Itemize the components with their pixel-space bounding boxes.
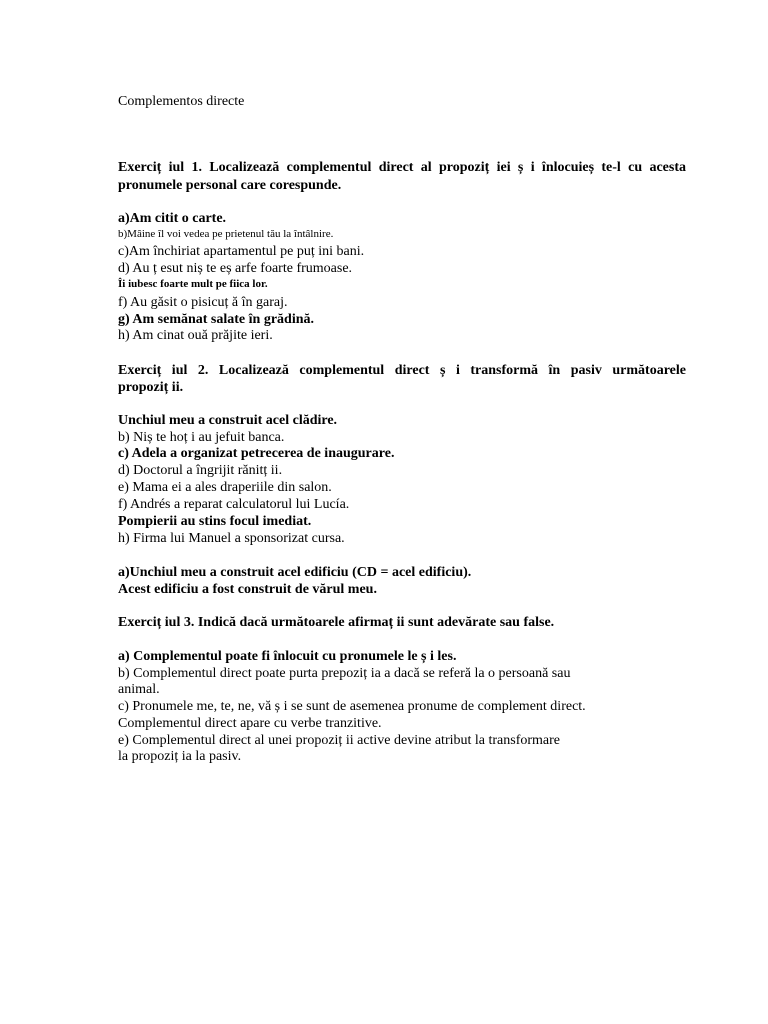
exercise-2-answer-cont: Acest edificiu a fost construit de vărul meu. — [118, 582, 377, 597]
exercise-2-heading: Exerciț iul 2. Localizează complementul direct ș i transformă în pasiv următoarele — [118, 363, 686, 378]
exercise-1-item-e: Îi iubesc foarte mult pe fiica lor. — [118, 278, 268, 290]
exercise-1-item-c: c)Am închiriat apartamentul pe puț ini bani. — [118, 244, 365, 259]
exercise-1-item-g: g) Am semănat salate în grădină. — [118, 312, 314, 327]
exercise-2-item-c: c) Adela a organizat petrecerea de inaugurare. — [118, 446, 395, 461]
exercise-2-item-b: b) Niș te hoț i au jefuit banca. — [118, 430, 285, 445]
exercise-2-answer: a)Unchiul meu a construit acel edificiu (CD = acel edificiu). — [118, 565, 472, 580]
exercise-3-item-a: a) Complementul poate fi înlocuit cu pronumele le ș i les. — [118, 649, 457, 664]
exercise-2-item-f: f) Andrés a reparat calculatorul lui Lucía. — [118, 497, 350, 512]
exercise-1-item-h: h) Am cinat ouă prăjite ieri. — [118, 328, 273, 343]
exercise-1-item-f: f) Au găsit o pisicuț ă în garaj. — [118, 295, 288, 310]
exercise-2-item-e: e) Mama ei a ales draperiile din salon. — [118, 480, 332, 495]
exercise-2-item-g: Pompierii au stins focul imediat. — [118, 514, 312, 529]
exercise-1-item-b: b)Mâine îl voi vedea pe prietenul tău la întâlnire. — [118, 228, 334, 240]
exercise-2-item-h: h) Firma lui Manuel a sponsorizat cursa. — [118, 531, 345, 546]
exercise-3-heading: Exerciț iul 3. Indică dacă următoarele afirmaț ii sunt adevărate sau false. — [118, 615, 555, 630]
exercise-1-heading: Exerciț iul 1. Localizează complementul direct al propoziț iei ș i înlocuieș te-l cu acesta — [118, 160, 686, 175]
exercise-1-item-a: a)Am citit o carte. — [118, 211, 227, 226]
exercise-1-heading-cont: pronumele personal care corespunde. — [118, 178, 342, 193]
exercise-3-item-b-cont: animal. — [118, 682, 160, 697]
exercise-1-item-d: d) Au ț esut niș te eș arfe foarte frumoase. — [118, 261, 353, 276]
exercise-3-item-e: e) Complementul direct al unei propoziț ii active devine atribut la transformare — [118, 733, 561, 748]
exercise-2-item-a: Unchiul meu a construit acel clădire. — [118, 413, 338, 428]
document-title: Complementos directe — [118, 94, 245, 109]
exercise-3-item-b: b) Complementul direct poate purta prepoziț ia a dacă se referă la o persoană sau — [118, 666, 571, 681]
exercise-3-item-d: Complementul direct apare cu verbe tranzitive. — [118, 716, 382, 731]
exercise-3-item-e-cont: la propoziț ia la pasiv. — [118, 749, 242, 764]
exercise-2-heading-cont: propoziț ii. — [118, 380, 184, 395]
exercise-2-item-d: d) Doctorul a îngrijit rănitț ii. — [118, 463, 283, 478]
exercise-3-item-c: c) Pronumele me, te, ne, vă ș i se sunt de asemenea pronume de complement direct. — [118, 699, 586, 714]
